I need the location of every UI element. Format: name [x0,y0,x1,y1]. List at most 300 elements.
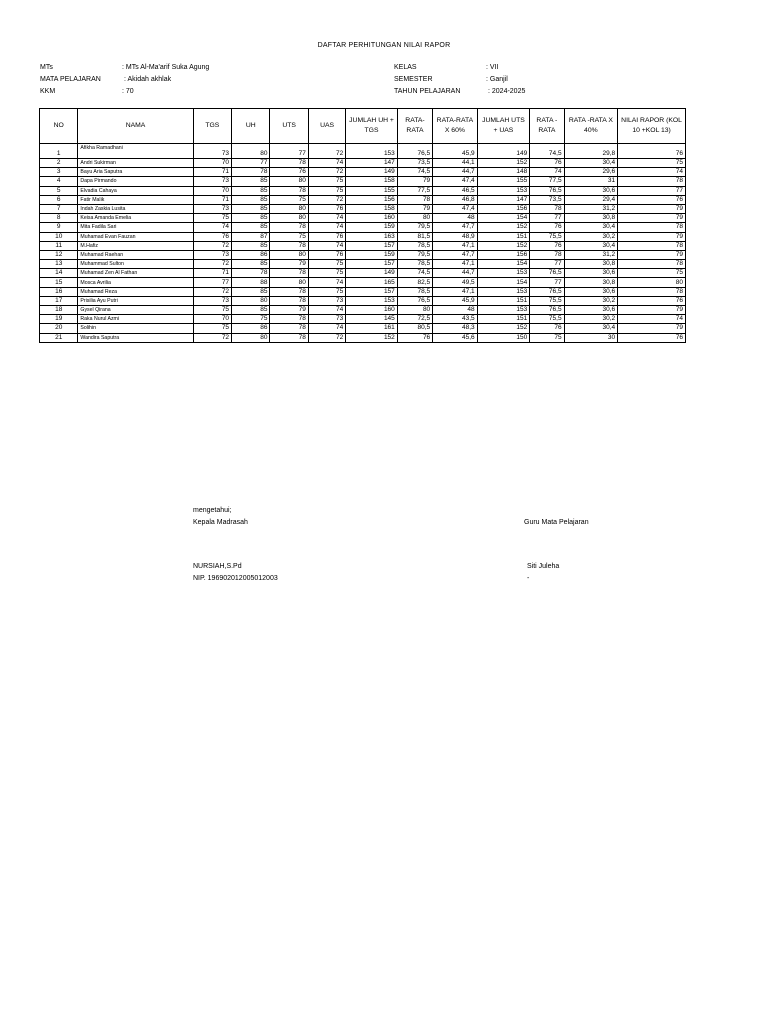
cell-rata-rata-2: 78 [530,250,564,259]
cell-rata-rata-60: 45,6 [433,333,477,342]
cell-uts: 80 [270,250,308,259]
cell-rata-rata-2: 76 [530,159,564,168]
table-row [40,250,686,259]
header-tgs: TGS [193,109,231,144]
cell-jumlah-uh-tgs: 157 [346,260,398,269]
cell-nilai-rapor: 76 [618,144,686,159]
cell-nama: Muhamad Evan Fauzan [78,232,193,241]
cell-jumlah-uh-tgs: 165 [346,278,398,287]
cell-uts: 78 [270,324,308,333]
cell-jumlah-uh-tgs: 158 [346,204,398,213]
cell-rata-rata: 78,5 [397,287,432,296]
cell-uas: 76 [308,232,345,241]
info-row-semester: SEMESTER : Ganjil [394,76,508,83]
cell-no: 5 [40,186,78,195]
cell-jumlah-uts-uas: 153 [477,306,530,315]
cell-jumlah-uts-uas: 154 [477,260,530,269]
cell-rata-rata: 74,5 [397,269,432,278]
table-header-row [40,109,686,144]
cell-nilai-rapor: 77 [618,186,686,195]
cell-nilai-rapor: 79 [618,324,686,333]
header-uts: UTS [270,109,308,144]
cell-rata-rata-60: 47,1 [433,241,477,250]
cell-rata-rata-60: 48,3 [433,324,477,333]
cell-uas: 74 [308,214,345,223]
cell-nama: Muhamad Raehan [78,250,193,259]
cell-jumlah-uh-tgs: 163 [346,232,398,241]
table-row [40,177,686,186]
cell-uh: 80 [232,333,270,342]
cell-uh: 80 [232,144,270,159]
cell-rata-rata: 78,5 [397,260,432,269]
cell-rata-rata-2: 78 [530,204,564,213]
header-nilai-rapor: NILAI RAPOR (KOL 10 +KOL 13) [618,109,686,144]
cell-rata-rata-40: 30,6 [564,306,618,315]
cell-jumlah-uts-uas: 147 [477,195,530,204]
cell-rata-rata-40: 30,8 [564,260,618,269]
info-row-subject: MATA PELAJARAN : Akidah akhlak [40,76,172,83]
cell-tgs: 70 [193,159,231,168]
table-row [40,296,686,305]
cell-uas: 74 [308,306,345,315]
cell-rata-rata: 72,5 [397,315,432,324]
cell-rata-rata-40: 29,4 [564,195,618,204]
cell-nilai-rapor: 74 [618,168,686,177]
cell-uas: 75 [308,269,345,278]
table-row [40,186,686,195]
header-rata-rata-40: RATA -RATA X 40% [564,109,618,144]
cell-rata-rata-60: 48 [433,214,477,223]
cell-no: 6 [40,195,78,204]
cell-rata-rata-60: 49,5 [433,278,477,287]
cell-uts: 78 [270,223,308,232]
cell-nama: Indah Zaskia Lusita [78,204,193,213]
cell-jumlah-uh-tgs: 157 [346,287,398,296]
cell-rata-rata-60: 47,1 [433,287,477,296]
cell-rata-rata-2: 77 [530,214,564,223]
cell-nama: Muhamad Reza [78,287,193,296]
cell-tgs: 71 [193,195,231,204]
cell-uh: 85 [232,241,270,250]
cell-jumlah-uts-uas: 154 [477,214,530,223]
cell-rata-rata-60: 46,8 [433,195,477,204]
cell-jumlah-uts-uas: 151 [477,232,530,241]
cell-uas: 74 [308,223,345,232]
cell-nama: Bayu Aria Saputra [78,168,193,177]
cell-jumlah-uh-tgs: 149 [346,269,398,278]
cell-rata-rata-40: 30,6 [564,269,618,278]
cell-uas: 72 [308,168,345,177]
table-row [40,315,686,324]
table-row [40,204,686,213]
header-jumlah-uts-uas: JUMLAH UTS + UAS [477,109,530,144]
cell-uh: 85 [232,177,270,186]
cell-tgs: 74 [193,223,231,232]
cell-rata-rata-60: 47,7 [433,223,477,232]
cell-jumlah-uh-tgs: 161 [346,324,398,333]
cell-jumlah-uts-uas: 152 [477,241,530,250]
cell-rata-rata-2: 74,5 [530,144,564,159]
cell-rata-rata-40: 30,4 [564,223,618,232]
cell-nama: Prisilia Ayu Putri [78,296,193,305]
table-row [40,269,686,278]
cell-uts: 80 [270,214,308,223]
cell-no: 11 [40,241,78,250]
cell-rata-rata-60: 47,4 [433,177,477,186]
cell-no: 9 [40,223,78,232]
cell-nilai-rapor: 78 [618,260,686,269]
cell-rata-rata-2: 77 [530,278,564,287]
cell-uts: 78 [270,315,308,324]
cell-uh: 85 [232,287,270,296]
cell-uts: 78 [270,296,308,305]
cell-no: 1 [40,144,78,159]
cell-uts: 75 [270,232,308,241]
cell-rata-rata-40: 31 [564,177,618,186]
cell-rata-rata-40: 31,2 [564,204,618,213]
table-row [40,232,686,241]
cell-no: 20 [40,324,78,333]
cell-rata-rata: 76 [397,333,432,342]
cell-rata-rata-2: 77,5 [530,177,564,186]
header-no: NO [40,109,78,144]
cell-jumlah-uts-uas: 150 [477,333,530,342]
headmaster-title: Kepala Madrasah [193,519,248,526]
cell-uts: 77 [270,144,308,159]
info-row-year: TAHUN PELAJARAN : 2024-2025 [394,88,526,95]
cell-nilai-rapor: 76 [618,296,686,305]
cell-rata-rata-2: 77 [530,260,564,269]
cell-uh: 78 [232,168,270,177]
cell-rata-rata: 79 [397,177,432,186]
cell-uts: 79 [270,260,308,269]
header-jumlah-uh-tgs: JUMLAH UH + TGS [346,109,398,144]
cell-rata-rata: 78 [397,195,432,204]
cell-rata-rata-60: 48,9 [433,232,477,241]
cell-nilai-rapor: 78 [618,223,686,232]
cell-nilai-rapor: 79 [618,250,686,259]
cell-nama: Fatir Malik [78,195,193,204]
cell-rata-rata-2: 75,5 [530,296,564,305]
table-row [40,168,686,177]
cell-rata-rata-40: 30,6 [564,186,618,195]
cell-tgs: 75 [193,306,231,315]
cell-jumlah-uts-uas: 153 [477,269,530,278]
cell-jumlah-uts-uas: 152 [477,324,530,333]
cell-nama: Solihin [78,324,193,333]
header-rata-rata-2: RATA - RATA [530,109,564,144]
cell-rata-rata-60: 46,5 [433,186,477,195]
cell-nama: Dapa Pirmando [78,177,193,186]
headmaster-nip: NIP. 196902012005012003 [193,575,278,582]
cell-rata-rata-2: 76,5 [530,269,564,278]
table-row [40,195,686,204]
cell-rata-rata-60: 44,7 [433,168,477,177]
cell-jumlah-uh-tgs: 153 [346,296,398,305]
cell-rata-rata-40: 29,8 [564,144,618,159]
cell-uas: 74 [308,278,345,287]
cell-nilai-rapor: 76 [618,333,686,342]
cell-rata-rata-40: 30,4 [564,324,618,333]
cell-uts: 78 [270,241,308,250]
cell-rata-rata-60: 44,1 [433,159,477,168]
cell-nama: M.Hafiz [78,241,193,250]
cell-uh: 85 [232,214,270,223]
cell-tgs: 72 [193,287,231,296]
cell-rata-rata-2: 74 [530,168,564,177]
cell-tgs: 71 [193,168,231,177]
cell-uh: 85 [232,204,270,213]
cell-rata-rata: 79 [397,204,432,213]
cell-tgs: 71 [193,269,231,278]
cell-no: 3 [40,168,78,177]
cell-nilai-rapor: 78 [618,287,686,296]
table-row [40,333,686,342]
cell-tgs: 72 [193,260,231,269]
cell-uh: 80 [232,296,270,305]
cell-tgs: 73 [193,250,231,259]
cell-uh: 88 [232,278,270,287]
cell-jumlah-uh-tgs: 145 [346,315,398,324]
cell-tgs: 73 [193,296,231,305]
cell-rata-rata-60: 48 [433,306,477,315]
table-row [40,223,686,232]
cell-uh: 85 [232,260,270,269]
cell-rata-rata-40: 30,6 [564,287,618,296]
cell-rata-rata-40: 30,8 [564,278,618,287]
cell-jumlah-uts-uas: 156 [477,204,530,213]
cell-jumlah-uts-uas: 152 [477,159,530,168]
cell-jumlah-uh-tgs: 158 [346,177,398,186]
cell-rata-rata-2: 76,5 [530,186,564,195]
cell-uas: 76 [308,204,345,213]
cell-rata-rata-2: 75 [530,333,564,342]
cell-no: 2 [40,159,78,168]
cell-uts: 78 [270,186,308,195]
cell-rata-rata: 74,5 [397,168,432,177]
info-row-school: MTs : MTs Al-Ma'arif Suka Agung [40,64,210,71]
cell-no: 19 [40,315,78,324]
cell-rata-rata-2: 75,5 [530,232,564,241]
cell-uas: 73 [308,315,345,324]
cell-jumlah-uts-uas: 149 [477,144,530,159]
cell-rata-rata-2: 76 [530,324,564,333]
cell-rata-rata-60: 47,7 [433,250,477,259]
cell-no: 4 [40,177,78,186]
cell-no: 15 [40,278,78,287]
cell-rata-rata-2: 75,5 [530,315,564,324]
cell-tgs: 70 [193,315,231,324]
cell-tgs: 72 [193,241,231,250]
cell-rata-rata-40: 30,4 [564,241,618,250]
cell-rata-rata: 80,5 [397,324,432,333]
cell-uas: 76 [308,250,345,259]
cell-nilai-rapor: 79 [618,204,686,213]
cell-rata-rata: 80 [397,214,432,223]
cell-uts: 80 [270,278,308,287]
cell-tgs: 73 [193,144,231,159]
cell-nilai-rapor: 79 [618,214,686,223]
cell-uas: 74 [308,159,345,168]
cell-nama: Mita Fadila Sari [78,223,193,232]
table-row [40,214,686,223]
header-uas: UAS [308,109,345,144]
cell-uts: 78 [270,159,308,168]
cell-uts: 79 [270,306,308,315]
cell-tgs: 70 [193,186,231,195]
cell-tgs: 73 [193,204,231,213]
cell-uts: 80 [270,204,308,213]
cell-nama: Wandira Saputra [78,333,193,342]
cell-rata-rata-40: 30,4 [564,159,618,168]
table-body [40,144,686,343]
cell-no: 8 [40,214,78,223]
cell-uts: 78 [270,287,308,296]
cell-jumlah-uts-uas: 152 [477,223,530,232]
cell-tgs: 72 [193,333,231,342]
cell-rata-rata-2: 73,5 [530,195,564,204]
cell-nama: Elvadia Cahaya [78,186,193,195]
cell-jumlah-uts-uas: 154 [477,278,530,287]
cell-rata-rata: 79,5 [397,223,432,232]
cell-nama: Raka Nurul Azmi [78,315,193,324]
cell-jumlah-uts-uas: 151 [477,315,530,324]
table-row [40,306,686,315]
table-row [40,287,686,296]
cell-no: 16 [40,287,78,296]
cell-no: 10 [40,232,78,241]
cell-rata-rata-2: 76,5 [530,306,564,315]
cell-uts: 78 [270,333,308,342]
cell-nilai-rapor: 76 [618,195,686,204]
cell-rata-rata-60: 47,4 [433,204,477,213]
acknowledged-label: mengetahui; [193,507,232,514]
cell-nilai-rapor: 79 [618,306,686,315]
cell-rata-rata: 77,5 [397,186,432,195]
header-rata-rata: RATA-RATA [397,109,432,144]
table-row [40,278,686,287]
cell-uas: 75 [308,287,345,296]
cell-jumlah-uh-tgs: 149 [346,168,398,177]
cell-rata-rata-60: 45,9 [433,296,477,305]
cell-nama: Andri Sukirman [78,159,193,168]
cell-uas: 75 [308,260,345,269]
cell-no: 18 [40,306,78,315]
cell-no: 17 [40,296,78,305]
cell-nilai-rapor: 80 [618,278,686,287]
cell-no: 13 [40,260,78,269]
info-left [40,62,209,98]
table-row [40,159,686,168]
cell-nilai-rapor: 79 [618,232,686,241]
cell-rata-rata-40: 30,8 [564,214,618,223]
cell-nama: Gysel Qirana [78,306,193,315]
cell-uh: 86 [232,324,270,333]
cell-jumlah-uts-uas: 151 [477,296,530,305]
cell-tgs: 75 [193,214,231,223]
cell-jumlah-uh-tgs: 160 [346,214,398,223]
cell-tgs: 77 [193,278,231,287]
teacher-title: Guru Mata Pelajaran [524,519,589,526]
cell-rata-rata: 80 [397,306,432,315]
cell-rata-rata: 76,5 [397,144,432,159]
cell-rata-rata: 73,5 [397,159,432,168]
cell-nama: Muhamad Zen Al Fathan [78,269,193,278]
cell-uh: 85 [232,306,270,315]
cell-uh: 85 [232,186,270,195]
table-row [40,241,686,250]
cell-rata-rata: 78,5 [397,241,432,250]
table-row [40,260,686,269]
cell-no: 21 [40,333,78,342]
document-title: DAFTAR PERHITUNGAN NILAI RAPOR [317,42,451,49]
cell-rata-rata-40: 31,2 [564,250,618,259]
cell-uh: 75 [232,315,270,324]
cell-nilai-rapor: 78 [618,177,686,186]
cell-nama: Afikha Ramadhani [78,144,193,159]
cell-jumlah-uh-tgs: 159 [346,223,398,232]
cell-rata-rata-60: 43,5 [433,315,477,324]
cell-uh: 85 [232,223,270,232]
cell-rata-rata-40: 30,2 [564,296,618,305]
cell-uh: 87 [232,232,270,241]
table-row [40,144,686,159]
cell-no: 14 [40,269,78,278]
cell-uas: 72 [308,195,345,204]
header-uh: UH [232,109,270,144]
cell-rata-rata-40: 29,6 [564,168,618,177]
cell-uts: 78 [270,269,308,278]
grades-table [39,108,686,343]
cell-jumlah-uts-uas: 153 [477,287,530,296]
cell-nilai-rapor: 75 [618,159,686,168]
table-row [40,324,686,333]
cell-tgs: 76 [193,232,231,241]
cell-nama: Mosca Avrilia [78,278,193,287]
cell-jumlah-uh-tgs: 147 [346,159,398,168]
cell-jumlah-uts-uas: 148 [477,168,530,177]
cell-nama: Keisa Amanda Emelia [78,214,193,223]
teacher-name: Siti Juleha [527,563,560,570]
cell-nama: Muhammad Sulton [78,260,193,269]
cell-uas: 75 [308,186,345,195]
cell-jumlah-uh-tgs: 155 [346,186,398,195]
cell-uh: 85 [232,195,270,204]
cell-uas: 75 [308,177,345,186]
cell-jumlah-uh-tgs: 159 [346,250,398,259]
cell-rata-rata: 76,5 [397,296,432,305]
cell-rata-rata-40: 30,2 [564,315,618,324]
cell-jumlah-uts-uas: 156 [477,250,530,259]
cell-jumlah-uh-tgs: 153 [346,144,398,159]
cell-jumlah-uh-tgs: 152 [346,333,398,342]
cell-rata-rata-2: 76,5 [530,287,564,296]
cell-no: 12 [40,250,78,259]
cell-uts: 75 [270,195,308,204]
header-rata-rata-60: RATA-RATA X 60% [433,109,477,144]
cell-uas: 72 [308,333,345,342]
info-right [394,62,525,98]
info-row-kkm: KKM : 70 [40,88,134,95]
cell-uh: 86 [232,250,270,259]
cell-jumlah-uh-tgs: 160 [346,306,398,315]
cell-rata-rata-60: 47,1 [433,260,477,269]
cell-jumlah-uh-tgs: 157 [346,241,398,250]
headmaster-name: NURSIAH,S.Pd [193,563,242,570]
cell-nilai-rapor: 74 [618,315,686,324]
cell-uas: 74 [308,324,345,333]
cell-rata-rata-2: 76 [530,223,564,232]
